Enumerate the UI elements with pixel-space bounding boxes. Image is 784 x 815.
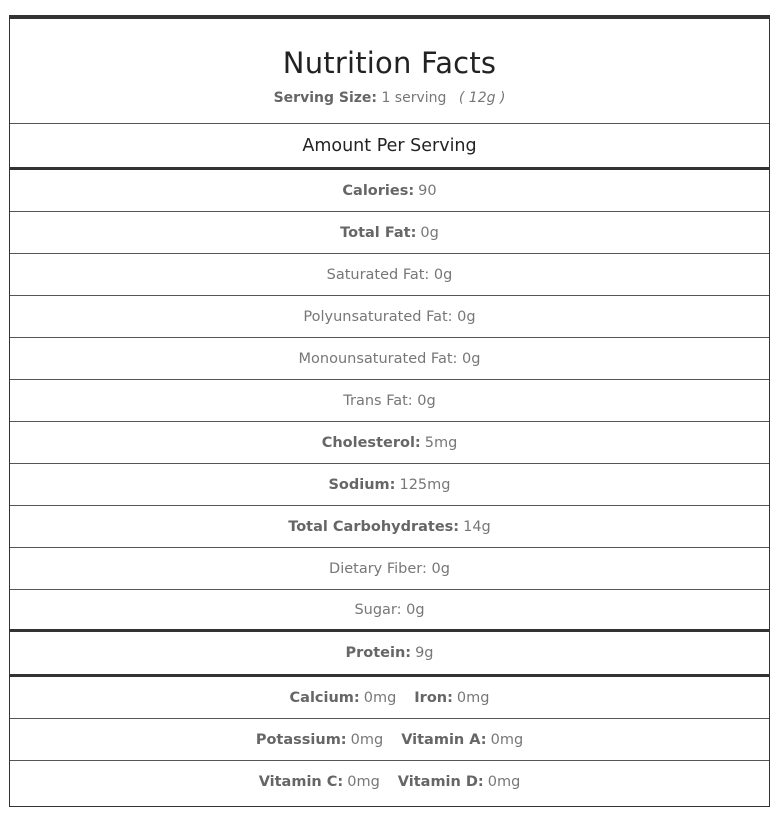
mineral-calcium	[290, 690, 397, 706]
nutrient-row-monounsaturated-fat	[10, 338, 769, 380]
mineral-row-calcium-iron	[10, 677, 769, 719]
nutrient-value: 125mg	[399, 476, 451, 493]
nutrient-value: 9g	[415, 645, 434, 661]
nutrient-row-polyunsaturated-fat	[10, 296, 769, 338]
nutrition-facts-panel	[9, 15, 770, 807]
nutrient-value: 14g	[463, 518, 491, 535]
nutrient-row-trans-fat	[10, 380, 769, 422]
mineral-value: 0mg	[490, 731, 524, 748]
mineral-label: Iron:	[414, 689, 453, 706]
mineral-potassium	[256, 732, 383, 748]
mineral-vitamin-a	[401, 732, 523, 748]
serving-weight: ( 12g )	[458, 90, 506, 106]
nutrient-text: Dietary Fiber: 0g	[329, 560, 450, 577]
mineral-value: 0mg	[487, 773, 521, 790]
nutrient-label: Total Fat:	[340, 224, 417, 241]
nutrient-row-total-carbohydrates	[10, 506, 769, 548]
nutrient-row-sodium	[10, 464, 769, 506]
nutrient-row-protein	[10, 632, 769, 677]
mineral-vitamin-c	[259, 774, 380, 790]
page-title: Nutrition Facts	[282, 46, 497, 80]
mineral-value: 0mg	[456, 689, 490, 706]
nutrient-text: Polyunsaturated Fat: 0g	[303, 308, 476, 325]
nutrient-row-saturated-fat	[10, 254, 769, 296]
nutrient-text: Sugar: 0g	[354, 601, 425, 618]
mineral-label: Potassium:	[255, 731, 347, 748]
nutrient-label: Sodium:	[328, 476, 396, 493]
nutrient-row-dietary-fiber	[10, 548, 769, 590]
nutrient-text: Trans Fat: 0g	[343, 392, 436, 409]
mineral-row-potassium-vitamin-a	[10, 719, 769, 761]
nutrient-row-total-fat	[10, 212, 769, 254]
serving-size-value: 1 serving	[381, 90, 447, 106]
mineral-label: Calcium:	[289, 689, 360, 706]
nutrient-label: Cholesterol:	[321, 434, 421, 451]
mineral-row-vitamin-c-vitamin-d	[10, 761, 769, 802]
serving-size-label: Serving Size:	[273, 90, 377, 106]
nutrient-text: Monounsaturated Fat: 0g	[298, 350, 481, 367]
nutrient-label: Total Carbohydrates:	[288, 518, 460, 535]
nutrient-value: 0g	[420, 224, 439, 241]
mineral-iron	[414, 690, 489, 706]
nutrient-label: Protein:	[345, 645, 412, 661]
mineral-label: Vitamin C:	[258, 773, 344, 790]
nutrient-row-calories	[10, 170, 769, 212]
nutrient-row-cholesterol	[10, 422, 769, 464]
mineral-value: 0mg	[350, 731, 384, 748]
serving-size	[10, 89, 769, 107]
mineral-label: Vitamin A:	[401, 731, 487, 748]
mineral-label: Vitamin D:	[397, 773, 484, 790]
amount-per-serving: Amount Per Serving	[10, 124, 769, 170]
nutrient-value: 90	[418, 182, 437, 199]
mineral-value: 0mg	[347, 773, 380, 790]
nutrient-row-sugar	[10, 590, 769, 632]
nutrient-text: Saturated Fat: 0g	[326, 266, 453, 283]
mineral-value: 0mg	[363, 689, 397, 706]
nutrient-label: Calories:	[342, 182, 415, 199]
nutrient-value: 5mg	[424, 434, 458, 451]
mineral-vitamin-d	[398, 774, 521, 790]
nutrition-header	[10, 19, 769, 124]
